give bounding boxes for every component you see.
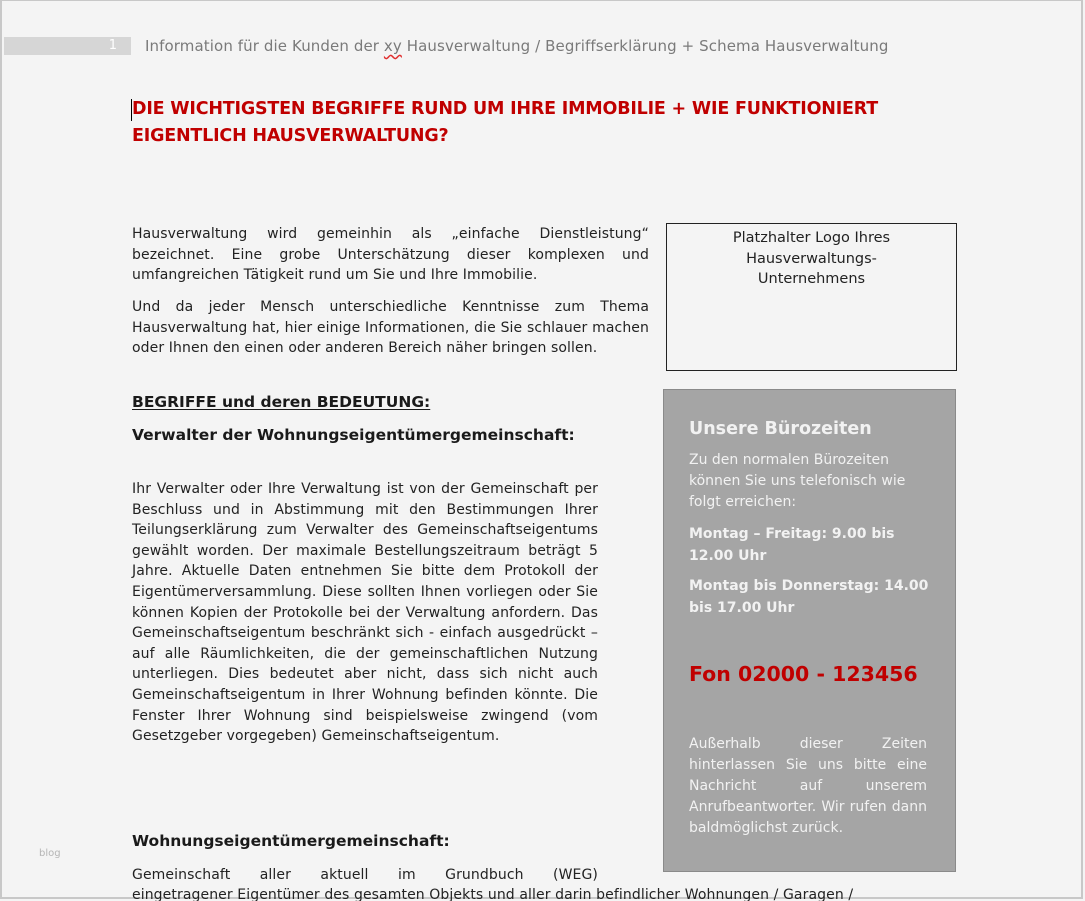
- page-number: 1: [108, 38, 117, 53]
- logo-placeholder-box[interactable]: [666, 223, 957, 371]
- document-title[interactable]: [132, 96, 972, 150]
- term-definition-weg-line-1[interactable]: Gemeinschaft aller aktuell im Grundbuch (WEG): [132, 867, 598, 883]
- office-hours-box[interactable]: [663, 389, 956, 872]
- watermark: blog: [39, 848, 61, 859]
- page-header: [145, 36, 888, 56]
- title-line-2: EIGENTLICH HAUSVERWALTUNG?: [132, 126, 449, 146]
- term-definition-weg-line-2[interactable]: eingetragener Eigentümer des gesamten Objekts und aller darin befindlicher Wohnungen / Garagen /: [132, 887, 854, 901]
- intro-paragraph-2[interactable]: Und da jeder Mensch unterschiedliche Kenntnisse zum Thema Hausverwaltung hat, hier einige Informationen, die Sie schlauer machen oder Ihnen den einen oder anderen Bereich näher bringen sollen.: [132, 299, 649, 357]
- section-heading: BEGRIFFE und deren BEDEUTUNG:: [132, 393, 431, 411]
- office-hours-weekdays: Montag – Freitag: 9.00 bis 12.00 Uhr: [689, 526, 895, 564]
- misspelled-word[interactable]: xy: [383, 37, 402, 55]
- term-heading-weg: Wohnungseigentümergemeinschaft:: [132, 832, 450, 850]
- office-hours-afternoon: Montag bis Donnerstag: 14.00 bis 17.00 Uhr: [689, 578, 929, 616]
- term-definition-verwalter[interactable]: Ihr Verwalter oder Ihre Verwaltung ist von der Gemeinschaft per Beschluss und in Abstimmung mit den Bestimmungen Ihrer Teilungserklärung zum Verwalter des Gemeinschaftseigentums gewählt worden. Der maximale Bestellungszeitraum beträgt 5 Jahre. Aktuelle Daten entnehmen Sie bitte dem Protokoll der Eigentümerversammlung. Diese sollten Ihnen vorliegen oder Sie können Kopien der Protokolle bei der Verwaltung anfordern. Das Gemeinschaftseigentum beschränkt sich - einfach ausgedrückt – auf alle Räumlichkeiten, die der gemeinschaftlichen Nutzung unterliegen. Dies bedeutet aber nicht, dass sich nicht auch Gemeinschaftseigentum in Ihrer Wohnung befinden könnte. Die Fenster Ihrer Wohnung sind beispielsweise zwingend (vom Gesetzgeber vorgegeben) Gemeinschaftseigentum.: [132, 481, 598, 745]
- phone-number: Fon 02000 - 123456: [689, 662, 918, 686]
- page-number-bar: [4, 37, 131, 55]
- logo-placeholder-line-1: Platzhalter Logo Ihres: [732, 230, 891, 246]
- intro-paragraph-1[interactable]: Hausverwaltung wird gemeinhin als „einfache Dienstleistung“ bezeichnet. Eine grobe Unterschätzung dieser komplexen und umfangreichen Tätigkeit rund um Sie und Ihre Immobilie.: [132, 226, 649, 284]
- title-line-1: DIE WICHTIGSTEN BEGRIFFE RUND UM IHRE IMMOBILIE + WIE FUNKTIONIERT: [132, 99, 879, 119]
- logo-placeholder-line-3: Unternehmens: [757, 271, 866, 288]
- office-hours-intro: Zu den normalen Bürozeiten können Sie uns telefonisch wie folgt erreichen:: [689, 452, 906, 510]
- header-text-end: Hausverwaltung / Begriffserklärung + Schema Hausverwaltung: [401, 37, 889, 55]
- header-text-start: Information für die Kunden der: [145, 37, 384, 55]
- term-heading-verwalter: Verwalter der Wohnungseigentümergemeinschaft:: [132, 426, 575, 444]
- office-hours-title: Unsere Bürozeiten: [689, 419, 872, 439]
- outside-hours-note: Außerhalb dieser Zeiten hinterlassen Sie uns bitte eine Nachricht auf unserem Anrufbeantworter. Wir rufen dann baldmöglichst zurück.: [689, 736, 927, 836]
- logo-placeholder-line-2: Hausverwaltungs-: [746, 250, 877, 267]
